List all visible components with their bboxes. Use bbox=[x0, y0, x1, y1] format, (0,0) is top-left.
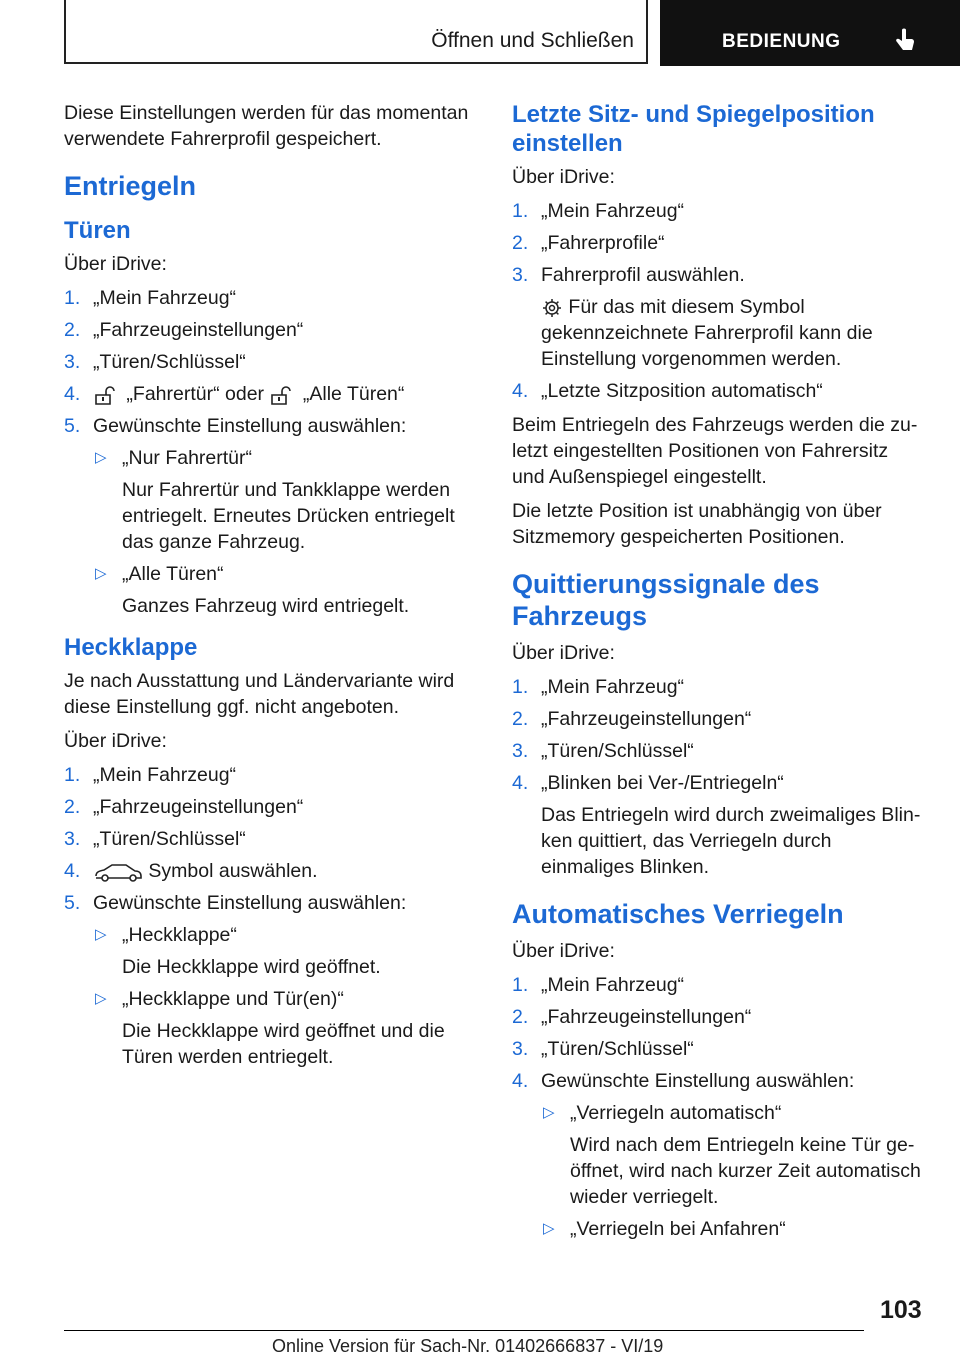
step-number: 1. bbox=[512, 974, 529, 996]
list-item bbox=[64, 413, 476, 619]
list-item bbox=[512, 706, 924, 732]
paragraph: Beim Entriegeln des Fahrzeugs werden die zuletzt eingestellten Positionen von Fahrersitz und Außenspiegel eingestellt. bbox=[512, 414, 918, 488]
step-number: 4. bbox=[64, 383, 81, 405]
option-label: ▷ „Alle Türen“ bbox=[122, 563, 224, 585]
step-number: 3. bbox=[512, 740, 529, 762]
option-description: Nur Fahrertür und Tankklappe werden entriegelt. Erneutes Drücken entriegelt das ganze Fahrzeug. bbox=[122, 479, 455, 553]
list-item bbox=[512, 262, 924, 372]
list-item bbox=[512, 198, 924, 224]
step-text: „Fahrzeugeinstellungen“ bbox=[93, 319, 304, 341]
step-number: 2. bbox=[64, 319, 81, 341]
all-doors-unlock-icon bbox=[269, 384, 297, 406]
step-text: Symbol auswählen. bbox=[148, 860, 318, 882]
step-text: Gewünschte Einstellung auswählen: bbox=[93, 892, 407, 914]
list-item bbox=[64, 285, 476, 311]
option-item bbox=[93, 445, 476, 555]
option-label: ▷ „Heckklappe“ bbox=[122, 924, 237, 946]
heading-sitzposition: Letzte Sitz- und Spiegelposition einstellen bbox=[512, 101, 875, 157]
list-item bbox=[64, 794, 476, 820]
option-item bbox=[93, 922, 476, 980]
list-item bbox=[512, 378, 924, 404]
idrive-label: Über iDrive: bbox=[512, 642, 615, 664]
step-number: 4. bbox=[512, 772, 529, 794]
step-text: „Fahrzeugeinstellungen“ bbox=[541, 1006, 752, 1028]
list-item bbox=[64, 890, 476, 1070]
list-item bbox=[64, 762, 476, 788]
list-item bbox=[512, 1068, 924, 1242]
list-item bbox=[512, 230, 924, 256]
steps-sitzposition bbox=[512, 198, 924, 404]
option-item bbox=[541, 1216, 924, 1242]
option-label: ▷ „Verriegeln bei Anfahren“ bbox=[570, 1218, 786, 1240]
option-description: Wird nach dem Entriegeln keine Tür geöffnet, wird nach kurzer Zeit automatisch wieder verriegelt. bbox=[570, 1134, 921, 1208]
option-item bbox=[93, 986, 476, 1070]
step-number: 2. bbox=[512, 1006, 529, 1028]
option-label: ▷ „Nur Fahrertür“ bbox=[122, 447, 253, 469]
step-text: „Mein Fahrzeug“ bbox=[541, 200, 685, 222]
step-number: 1. bbox=[512, 200, 529, 222]
step-number: 4. bbox=[64, 860, 81, 882]
step-text: „Letzte Sitzposition automatisch“ bbox=[541, 380, 823, 402]
step-number: 2. bbox=[512, 232, 529, 254]
step-description: Das Entriegeln wird durch zweimaliges Blinken quittiert, das Verriegeln durch einmaliges Blinken. bbox=[541, 804, 921, 878]
car-tailgate-icon bbox=[93, 861, 143, 883]
option-item bbox=[541, 1100, 924, 1210]
step-number: 2. bbox=[64, 796, 81, 818]
step-note bbox=[541, 294, 924, 372]
list-item bbox=[64, 349, 476, 375]
list-item bbox=[64, 826, 476, 852]
step-number: 4. bbox=[512, 1070, 529, 1092]
step-text: Gewünschte Einstellung auswählen: bbox=[541, 1070, 855, 1092]
step-text: „Fahrzeugeinstellungen“ bbox=[93, 796, 304, 818]
steps-verriegeln bbox=[512, 972, 924, 1242]
heading-entriegeln: Entriegeln bbox=[64, 171, 197, 201]
step-number: 3. bbox=[64, 828, 81, 850]
list-item bbox=[512, 1036, 924, 1062]
list-item bbox=[512, 770, 924, 880]
option-description: Die Heckklappe wird geöffnet und die Türen werden entriegelt. bbox=[122, 1020, 445, 1068]
options-verriegeln bbox=[541, 1100, 924, 1242]
list-item bbox=[512, 738, 924, 764]
step-text: „Türen/Schlüssel“ bbox=[93, 351, 246, 373]
heading-quittierungssignale: Quittierungssignale des Fahrzeugs bbox=[512, 569, 820, 631]
intro-text: Diese Einstellungen werden für das momentan verwendete Fahrerprofil gespeichert. bbox=[64, 102, 469, 150]
step-text: „Mein Fahrzeug“ bbox=[93, 287, 237, 309]
heading-heckklappe: Heckklappe bbox=[64, 634, 198, 661]
step-number: 3. bbox=[64, 351, 81, 373]
footer-text: Online Version für Sach-Nr. 01402666837 - VI/19 bbox=[272, 1336, 664, 1356]
steps-heckklappe bbox=[64, 762, 476, 1070]
gear-icon bbox=[541, 297, 563, 319]
footer-divider bbox=[64, 1330, 864, 1331]
step-text: „Mein Fahrzeug“ bbox=[93, 764, 237, 786]
step-text: Gewünschte Einstellung auswählen: bbox=[93, 415, 407, 437]
options-tueren bbox=[93, 445, 476, 619]
right-column bbox=[512, 100, 924, 1250]
step-text: „Alle Türen“ bbox=[302, 383, 405, 405]
step-number: 1. bbox=[64, 764, 81, 786]
list-item bbox=[64, 381, 476, 407]
chapter-tab bbox=[660, 0, 960, 66]
list-item bbox=[64, 317, 476, 343]
step-text: „Fahrertür“ oder bbox=[126, 383, 265, 405]
option-label: ▷ „Verriegeln automatisch“ bbox=[570, 1102, 782, 1124]
heckklappe-note: Je nach Ausstattung und Ländervariante wird diese Einstellung ggf. nicht angeboten. bbox=[64, 670, 455, 718]
steps-quittierung bbox=[512, 674, 924, 880]
list-item bbox=[512, 972, 924, 998]
idrive-label: Über iDrive: bbox=[512, 940, 615, 962]
section-title: Öffnen und Schließen bbox=[64, 0, 648, 64]
step-description: Für das mit diesem Symbol gekennzeichnete Fahrerprofil kann die Einstellung vorgenommen werden. bbox=[541, 296, 873, 370]
step-text: „Fahrzeugeinstellungen“ bbox=[541, 708, 752, 730]
step-number: 3. bbox=[512, 1038, 529, 1060]
step-number: 5. bbox=[64, 415, 81, 437]
heading-tueren: Türen bbox=[64, 217, 131, 244]
option-item bbox=[93, 561, 476, 619]
hand-pointer-icon bbox=[894, 28, 916, 54]
list-item bbox=[512, 674, 924, 700]
list-item bbox=[512, 1004, 924, 1030]
single-door-unlock-icon bbox=[93, 384, 121, 406]
options-heckklappe bbox=[93, 922, 476, 1070]
step-number: 5. bbox=[64, 892, 81, 914]
option-description: Die Heckklappe wird geöffnet. bbox=[122, 956, 381, 978]
idrive-label: Über iDrive: bbox=[64, 730, 167, 752]
page-header bbox=[64, 0, 960, 66]
option-description: Ganzes Fahrzeug wird entriegelt. bbox=[122, 595, 410, 617]
step-text: „Mein Fahrzeug“ bbox=[541, 974, 685, 996]
step-text: Fahrerprofil auswählen. bbox=[541, 264, 745, 286]
step-number: 1. bbox=[64, 287, 81, 309]
option-label: ▷ „Heckklappe und Tür(en)“ bbox=[122, 988, 344, 1010]
step-number: 1. bbox=[512, 676, 529, 698]
step-text: „Türen/Schlüssel“ bbox=[541, 1038, 694, 1060]
heading-automatisches-verriegeln: Automatisches Verriegeln bbox=[512, 899, 844, 929]
list-item bbox=[64, 858, 476, 884]
chapter-title: BEDIENUNG bbox=[722, 31, 841, 52]
paragraph: Die letzte Position ist unabhängig von über Sitzmemory gespeicherten Positionen. bbox=[512, 500, 882, 548]
step-number: 3. bbox=[512, 264, 529, 286]
step-text: „Türen/Schlüssel“ bbox=[93, 828, 246, 850]
step-number: 4. bbox=[512, 380, 529, 402]
step-text: „Fahrerprofile“ bbox=[541, 232, 665, 254]
step-text: „Mein Fahrzeug“ bbox=[541, 676, 685, 698]
idrive-label: Über iDrive: bbox=[512, 166, 615, 188]
page-number: 103 bbox=[880, 1296, 922, 1324]
left-column bbox=[64, 100, 476, 1078]
steps-tueren bbox=[64, 285, 476, 619]
idrive-label: Über iDrive: bbox=[64, 253, 167, 275]
step-text: „Türen/Schlüssel“ bbox=[541, 740, 694, 762]
step-text: „Blinken bei Ver-/Entriegeln“ bbox=[541, 772, 784, 794]
step-number: 2. bbox=[512, 708, 529, 730]
